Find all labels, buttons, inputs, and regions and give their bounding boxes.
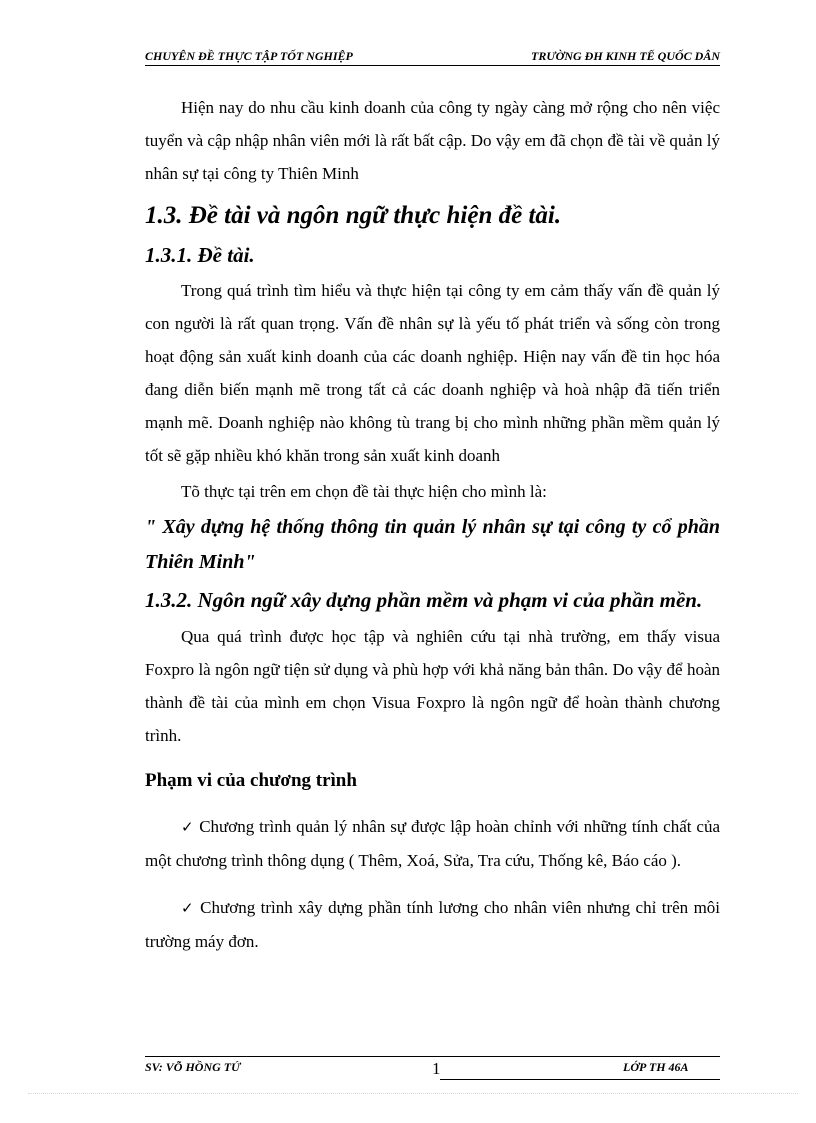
- intro-paragraph: Hiện nay do nhu cầu kinh doanh của công ty ngày càng mở rộng cho nên việc tuyển và cập nhập nhân viên mới là rất bất cập. Do vậy em đã chọn đề tài về quản lý nhân sự tại công ty Thiên Minh: [145, 98, 720, 183]
- footer-rule: [440, 1079, 720, 1080]
- thesis-title-quote: " Xây dựng hệ thống thông tin quản lý nhân sự tại công ty cổ phần Thiên Minh": [145, 516, 720, 573]
- scope-bullet-2: [145, 891, 720, 958]
- scope-bullet-1: [145, 810, 720, 877]
- section-1-3-1-heading: 1.3.1. Đề tài.: [145, 243, 255, 267]
- section-1-3-2-heading: 1.3.2. Ngôn ngữ xây dựng phần mềm và phạm vi của phần mền.: [145, 588, 703, 612]
- page-number: 1: [432, 1059, 441, 1078]
- header-right-text: TRƯỜNG ĐH KINH TẾ QUỐC DÂN: [531, 49, 720, 63]
- choice-paragraph: Tõ thực tại trên em chọn đề tài thực hiện cho mình là:: [181, 482, 547, 501]
- page-bottom-divider: [28, 1093, 798, 1094]
- section-1-3-heading: 1.3. Đề tài và ngôn ngữ thực hiện đề tài.: [145, 202, 562, 229]
- bullet-text: Chương trình xây dựng phần tính lương cho nhân viên nhưng chỉ trên môi trường máy đơn.: [145, 898, 721, 951]
- page-footer: [145, 1056, 720, 1079]
- check-icon: ✓: [181, 899, 195, 917]
- bullet-text: Chương trình quản lý nhân sự được lập hoàn chỉnh với những tính chất của một chương trình thông dụng ( Thêm, Xoá, Sửa, Tra cứu, Thống kê, Báo cáo ).: [145, 817, 721, 870]
- topic-paragraph: Trong quá trình tìm hiểu và thực hiện tại công ty em cảm thấy vấn đề quản lý con người là rất quan trọng. Vấn đề nhân sự là yếu tố phát triển và sống còn trong hoạt động sản xuất kinh doanh của các doanh nghiệp. Hiện nay vấn đề tin học hóa đang diễn biến mạnh mẽ trong tất cả các doanh nghiệp và hoà nhập đã tiến triển mạnh mẽ. Doanh nghiệp nào không tù trang bị cho mình những phần mềm quản lý tốt sẽ gặp nhiều khó khăn trong sản xuất kinh doanh: [145, 281, 720, 465]
- language-paragraph: Qua quá trình được học tập và nghiên cứu tại nhà trường, em thấy visua Foxpro là ngôn ngữ tiện sử dụng và phù hợp với khả năng bản thân. Do vậy để hoàn thành đề tài của mình em chọn Visua Foxpro là ngôn ngữ để hoàn thành chương trình.: [145, 627, 720, 745]
- header-left-text: CHUYÊN ĐỀ THỰC TẬP TỐT NGHIỆP: [145, 49, 353, 63]
- footer-class-name: LỚP TH 46A: [623, 1060, 689, 1074]
- page-header: [145, 47, 720, 66]
- footer-student-name: SV: VÕ HỒNG TỨ: [145, 1060, 241, 1074]
- page-content: [145, 91, 720, 958]
- check-icon: ✓: [181, 818, 195, 836]
- scope-heading: Phạm vi của chương trình: [145, 770, 357, 791]
